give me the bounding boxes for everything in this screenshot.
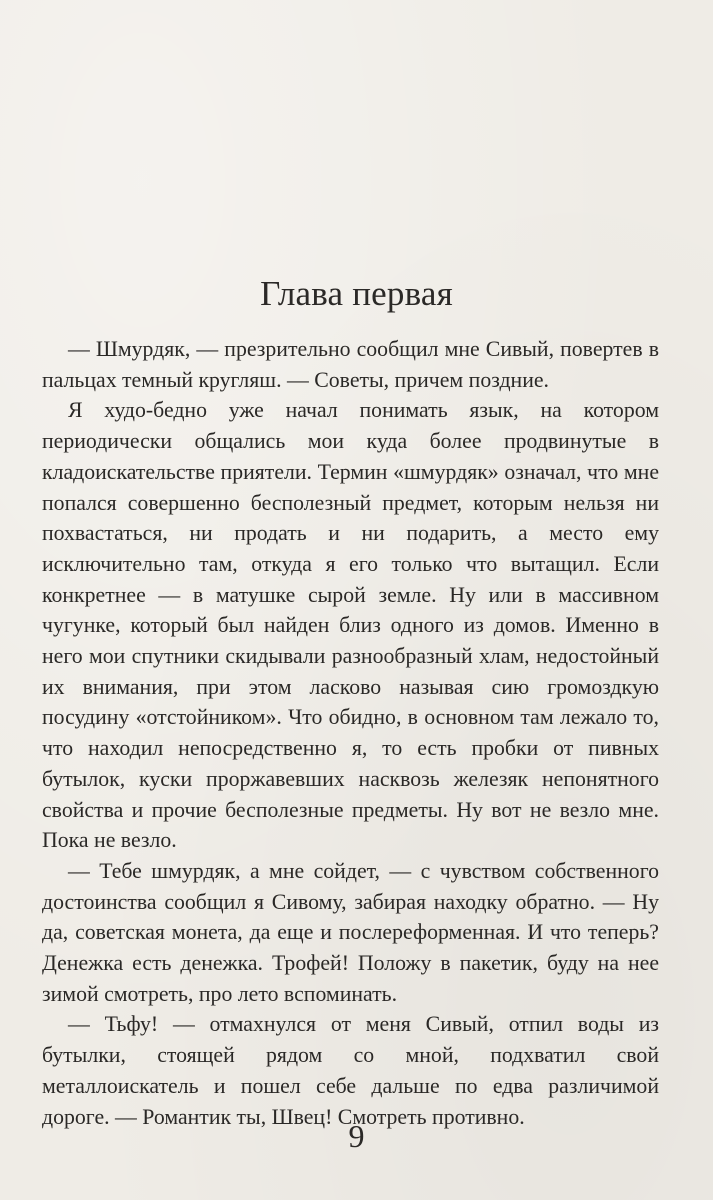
- paragraph: — Шмурдяк, — презрительно сообщил мне Сивый, повертев в пальцах темный кругляш. — Советы, причем поздние.: [42, 337, 659, 392]
- paragraph: Я худо-бедно уже начал понимать язык, на котором периодически общались мои куда более продвинутые в кладоискательстве приятели. Термин «шмурдяк» означал, что мне попался совершенно бесполезный предмет, которым нельзя ни похвастаться, ни продать и ни подарить, а место ему исключительно там, откуда я его только что вытащил. Если конкретнее — в матушке сырой земле. Ну или в массивном чугунке, который был найден близ одного из домов. Именно в него мои спутники скидывали разнообразный хлам, недостойный их внимания, при этом ласково называя сию громоздкую посудину «отстойником». Что обидно, в основном там лежало то, что находил непосредственно я, то есть пробки от пивных бутылок, куски проржавевших насквозь железяк непонятного свойства и прочие бесполезные предметы. Ну вот не везло мне. Пока не везло.: [42, 398, 659, 853]
- paragraph: — Тебе шмурдяк, а мне сойдет, — с чувством собственного достоинства сообщил я Сивому, забирая находку обратно. — Ну да, советская монета, да еще и послереформенная. И что теперь? Денежка есть денежка. Трофей! Положу в пакетик, буду на нее зимой смотреть, про лето вспоминать.: [42, 858, 659, 1006]
- chapter-title: Глава первая: [260, 274, 453, 313]
- page-number: 9: [348, 1118, 365, 1154]
- body-text: [42, 334, 659, 1132]
- paragraph: — Тьфу! — отмахнулся от меня Сивый, отпил воды из бутылки, стоящей рядом со мной, подхватил свой металлоискатель и пошел себе дальше по едва различимой дороге. — Романтик ты, Швец! Смотреть противно.: [42, 1012, 659, 1129]
